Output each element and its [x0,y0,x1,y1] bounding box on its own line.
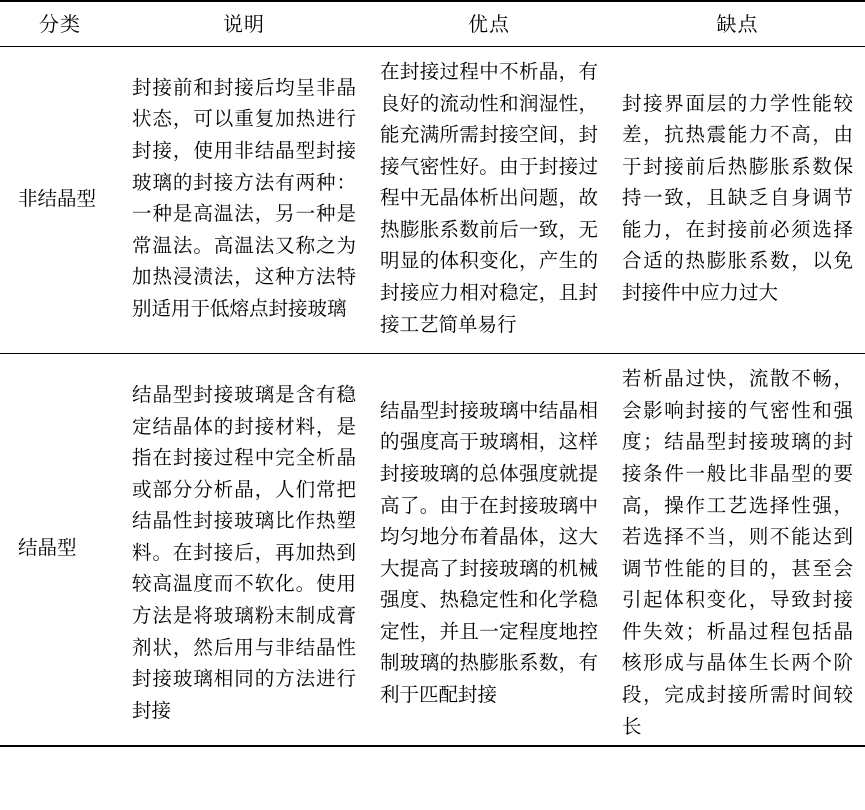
column-header-description: 说明 [120,1,368,47]
table-row [0,47,865,354]
column-header-category: 分类 [0,1,120,47]
table-body [0,47,865,747]
cell-cons-noncrystalline: 封接界面层的力学性能较差，抗热震能力不高，由于封接前后热膨胀系数保持一致，且缺乏自身调节能力，在封接前必须选择合适的热膨胀系数，以免封接件中应力过大 [610,47,865,354]
column-header-cons: 缺点 [610,1,865,47]
cell-pros-noncrystalline: 在封接过程中不析晶，有良好的流动性和润湿性，能充满所需封接空间，封接气密性好。由于封接过程中无晶体析出问题，故热膨胀系数前后一致，无明显的体积变化，产生的封接应力相对稳定，且封接工艺简单易行 [368,47,610,354]
table-header [0,1,865,47]
column-header-pros: 优点 [368,1,610,47]
table-row [0,354,865,746]
table-header-row [0,1,865,47]
cell-category-noncrystalline: 非结晶型 [0,47,120,354]
cell-description-crystalline: 结晶型封接玻璃是含有稳定结晶体的封接材料，是指在封接过程中完全析晶或部分分析晶，人们常把结晶性封接玻璃比作热塑料。在封接后，再加热到较高温度而不软化。使用方法是将玻璃粉末制成膏剂状，然后用与非结晶性封接玻璃相同的方法进行封接 [120,354,368,746]
cell-description-noncrystalline: 封接前和封接后均呈非晶状态，可以重复加热进行封接，使用非结晶型封接玻璃的封接方法有两种：一种是高温法，另一种是常温法。高温法又称之为加热浸渍法，这种方法特别适用于低熔点封接玻璃 [120,47,368,354]
cell-pros-crystalline: 结晶型封接玻璃中结晶相的强度高于玻璃相，这样封接玻璃的总体强度就提高了。由于在封接玻璃中均匀地分布着晶体，这大大提高了封接玻璃的机械强度、热稳定性和化学稳定性，并且一定程度地控制玻璃的热膨胀系数，有利于匹配封接 [368,354,610,746]
cell-cons-crystalline: 若析晶过快，流散不畅，会影响封接的气密性和强度；结晶型封接玻璃的封接条件一般比非晶型的要高，操作工艺选择性强，若选择不当，则不能达到调节性能的目的，甚至会引起体积变化，导致封接件失效；析晶过程包括晶核形成与晶体生长两个阶段，完成封接所需时间较长 [610,354,865,746]
cell-category-crystalline: 结晶型 [0,354,120,746]
